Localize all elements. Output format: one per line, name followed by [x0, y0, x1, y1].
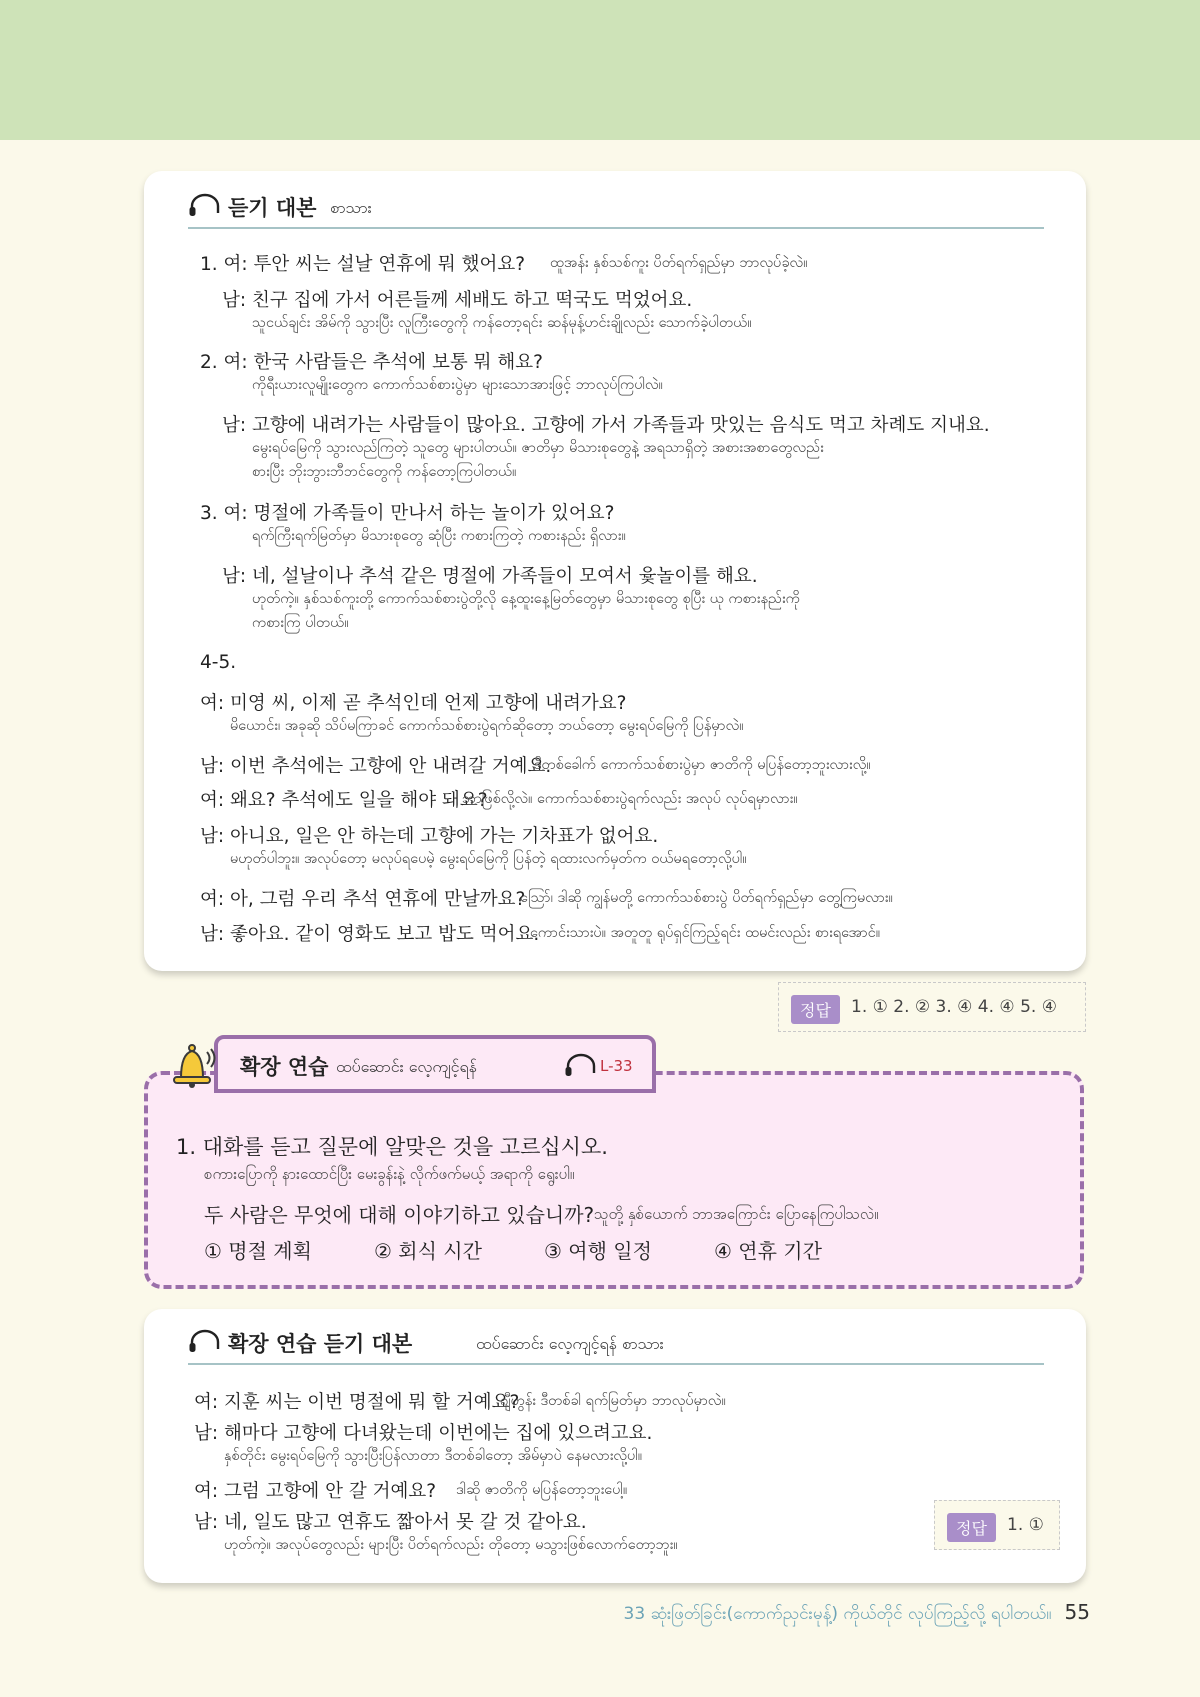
- practice-script-card: [144, 1309, 1086, 1583]
- answer-label: 정답: [791, 995, 840, 1024]
- practice-line-2-ko: 남: 해마다 고향에 다녀왔는데 이번에는 집에 있으려고요.: [194, 1423, 653, 1444]
- script-line-1-ko: 1. 여: 투안 씨는 설날 연휴에 뭐 했어요?: [200, 254, 526, 275]
- practice-line-1-ko: 여: 지훈 씨는 이번 명절에 뭐 할 거예요?: [194, 1392, 520, 1413]
- answer-box: [778, 982, 1086, 1032]
- script-line-8-my: မိယောင်း၊ အခုဆို သိပ်မကြာခင် ကောက်သစ်စားပွဲရက်ဆိုတော့ ဘယ်တော့ မွေးရပ်မြေကို ပြန်မှာလဲ။: [230, 718, 744, 734]
- practice-line-3-ko: 여: 그럼 고향에 안 갈 거예요?: [194, 1481, 437, 1502]
- script-line-4-my: မွေးရပ်မြေကို သွားလည်ကြတဲ့ သူတွေ များပါတယ်။ ဇာတိမှာ မိသားစုတွေနဲ့ အရသာရှိတဲ့ အစားအစာတွေလည်း: [252, 440, 824, 456]
- practice-line-2-my: နှစ်တိုင်း မွေးရပ်မြေကို သွားပြီးပြန်လာတာ ဒီတစ်ခါတော့ အိမ်မှာပဲ နေမလားလို့ပါ။: [224, 1448, 643, 1464]
- practice-question-ko: 1. 대화를 듣고 질문에 알맞은 것을 고르십시오.: [176, 1135, 608, 1159]
- option-1[interactable]: ① 명절 계획: [204, 1239, 312, 1263]
- headphones-icon: [188, 193, 222, 217]
- practice-script-title: 확장 연습 듣기 대본: [228, 1332, 413, 1356]
- page-footer: [624, 1600, 1091, 1628]
- script-line-3-my: ကိုရီးယားလူမျိုးတွေက ကောက်သစ်စားပွဲမှာ များသောအားဖြင့် ဘာလုပ်ကြပါလဲ။: [252, 377, 663, 393]
- practice-line-1-my: ဂျီဟွန်း ဒီတစ်ခါ ရက်မြတ်မှာ ဘာလုပ်မှာလဲ။: [500, 1393, 726, 1409]
- script-line-5-my: ရက်ကြီးရက်မြတ်မှာ မိသားစုတွေ ဆုံပြီး ကစားကြတဲ့ ကစားနည်း ရှိလား။: [252, 528, 626, 544]
- script-line-12-ko: 여: 아, 그럼 우리 추석 연휴에 만날까요?: [200, 889, 526, 910]
- practice-subtitle: ထပ်ဆောင်း လေ့ကျင့်ရန်: [336, 1057, 477, 1076]
- answer-label-2: 정답: [947, 1513, 996, 1542]
- practice-script-header: [188, 1323, 1044, 1365]
- practice-line-3-my: ဒါဆို ဇာတိကို မပြန်တော့ဘူးပေါ့။: [456, 1482, 628, 1498]
- practice-card: [144, 1071, 1084, 1289]
- option-2[interactable]: ② 회식 시간: [374, 1239, 482, 1263]
- script-line-6-my: ဟုတ်ကဲ့။ နှစ်သစ်ကူးတို့ ကောက်သစ်စားပွဲတို့လို နေ့ထူးနေ့မြတ်တွေမှာ မိသားစုတွေ စုပြီး ယု ကစားနည်းကို: [252, 591, 800, 607]
- script-line-9-my: ဒီတစ်ခေါက် ကောက်သစ်စားပွဲမှာ ဇာတိကို မပြန်တော့ဘူးလားလို့။: [534, 757, 871, 773]
- listening-script-card: [144, 171, 1086, 971]
- script-line-1-my: ထူအန်း နှစ်သစ်ကူး ပိတ်ရက်ရှည်မှာ ဘာလုပ်ခဲ့လဲ။: [550, 255, 808, 271]
- script-line-8-ko: 여: 미영 씨, 이제 곧 추석인데 언제 고향에 내려가요?: [200, 693, 627, 714]
- script-line-4-ko: 남: 고향에 내려가는 사람들이 많아요. 고향에 가서 가족들과 맛있는 음식도 먹고 차례도 지내요.: [222, 415, 990, 436]
- script-line-9-ko: 남: 이번 추석에는 고향에 안 내려갈 거예요.: [200, 756, 552, 777]
- script-header: [188, 187, 1044, 229]
- script-line-10-ko: 여: 왜요? 추석에도 일을 해야 돼요?: [200, 790, 488, 811]
- answer-box-2: [934, 1500, 1060, 1550]
- practice-question-my: စကားပြောကို နားထောင်ပြီး မေးခွန်းနဲ့ လိုက်ဖက်မယ့် အရာကို ရွေးပါ။: [204, 1165, 575, 1183]
- script-title: 듣기 대본: [228, 196, 317, 220]
- script-line-13-my: ကောင်းသားပဲ။ အတူတူ ရုပ်ရှင်ကြည့်ရင်း ထမင်းလည်း စားရအောင်။: [530, 925, 881, 941]
- script-subtitle: စာသား: [330, 198, 372, 217]
- script-line-11-my: မဟုတ်ပါဘူး။ အလုပ်တော့ မလုပ်ရပေမဲ့ မွေးရပ်မြေကို ပြန်တဲ့ ရထားလက်မှတ်က ဝယ်မရတော့လို့ပါ။: [230, 851, 747, 867]
- script-line-4-my-2: စားပြီး ဘိုးဘွားဘီဘင်တွေကို ကန်တော့ကြပါတယ်။: [252, 464, 517, 480]
- script-line-13-ko: 남: 좋아요. 같이 영화도 보고 밥도 먹어요.: [200, 924, 540, 945]
- practice-script-subtitle: ထပ်ဆောင်း လေ့ကျင့်ရန် စာသား: [476, 1334, 664, 1353]
- headphones-icon: [188, 1329, 222, 1353]
- script-line-6-my-2: ကစားကြ ပါတယ်။: [252, 615, 349, 631]
- script-line-10-my: ဘာဖြစ်လို့လဲ။ ကောက်သစ်စားပွဲရက်လည်း အလုပ် လုပ်ရမှာလား။: [462, 791, 798, 807]
- audio-code[interactable]: L-33: [600, 1057, 633, 1075]
- script-line-3-ko: 2. 여: 한국 사람들은 추석에 보통 뭐 해요?: [200, 352, 543, 373]
- practice-subquestion-my: သူတို့ နှစ်ယောက် ဘာအကြောင်း ပြောနေကြပါသလဲ။: [594, 1205, 879, 1223]
- practice-line-4-ko: 남: 네, 일도 많고 연휴도 짧아서 못 갈 것 같아요.: [194, 1512, 587, 1533]
- script-section-4-5: 4-5.: [200, 652, 237, 673]
- practice-line-4-my: ဟုတ်ကဲ့။ အလုပ်တွေလည်း များပြီး ပိတ်ရက်လည်း တိုတော့ မသွားဖြစ်လောက်တော့ဘူး။: [224, 1537, 678, 1553]
- script-line-12-my: သြော်၊ ဒါဆို ကျွန်မတို့ ကောက်သစ်စားပွဲ ပိတ်ရက်ရှည်မှာ တွေ့ကြမလား။: [520, 890, 893, 906]
- script-line-2-my: သူငယ်ချင်း အိမ်ကို သွားပြီး လူကြီးတွေကို ကန်တော့ရင်း ဆန်မုန့်ဟင်းချိုလည်း သောက်ခဲ့ပါတယ်။: [252, 315, 752, 331]
- top-band: [0, 0, 1200, 140]
- script-line-11-ko: 남: 아니요, 일은 안 하는데 고향에 가는 기차표가 없어요.: [200, 826, 659, 847]
- answer-text-2: 1. ①: [1007, 1515, 1044, 1535]
- practice-subquestion-ko: 두 사람은 무엇에 대해 이야기하고 있습니까?: [204, 1203, 595, 1227]
- bell-icon: [166, 1040, 222, 1090]
- answer-text: 1. ① 2. ② 3. ④ 4. ④ 5. ④: [851, 997, 1057, 1017]
- script-line-2-ko: 남: 친구 집에 가서 어른들께 세배도 하고 떡국도 먹었어요.: [222, 290, 693, 311]
- practice-title: 확장 연습: [240, 1055, 329, 1079]
- page-number: 55: [1064, 1600, 1090, 1624]
- script-line-5-ko: 3. 여: 명절에 가족들이 만나서 하는 놀이가 있어요?: [200, 503, 615, 524]
- option-3[interactable]: ③ 여행 일정: [544, 1239, 652, 1263]
- footer-caption: 33 ဆုံးဖြတ်ခြင်း(ကောက်ညှင်းမုန့်) ကိုယ်တိုင် လုပ်ကြည့်လို့ ရပါတယ်။: [623, 1604, 1052, 1624]
- practice-tab: [214, 1035, 656, 1093]
- option-4[interactable]: ④ 연휴 기간: [714, 1239, 822, 1263]
- script-line-6-ko: 남: 네, 설날이나 추석 같은 명절에 가족들이 모여서 윷놀이를 해요.: [222, 566, 758, 587]
- headphones-icon: [564, 1053, 598, 1077]
